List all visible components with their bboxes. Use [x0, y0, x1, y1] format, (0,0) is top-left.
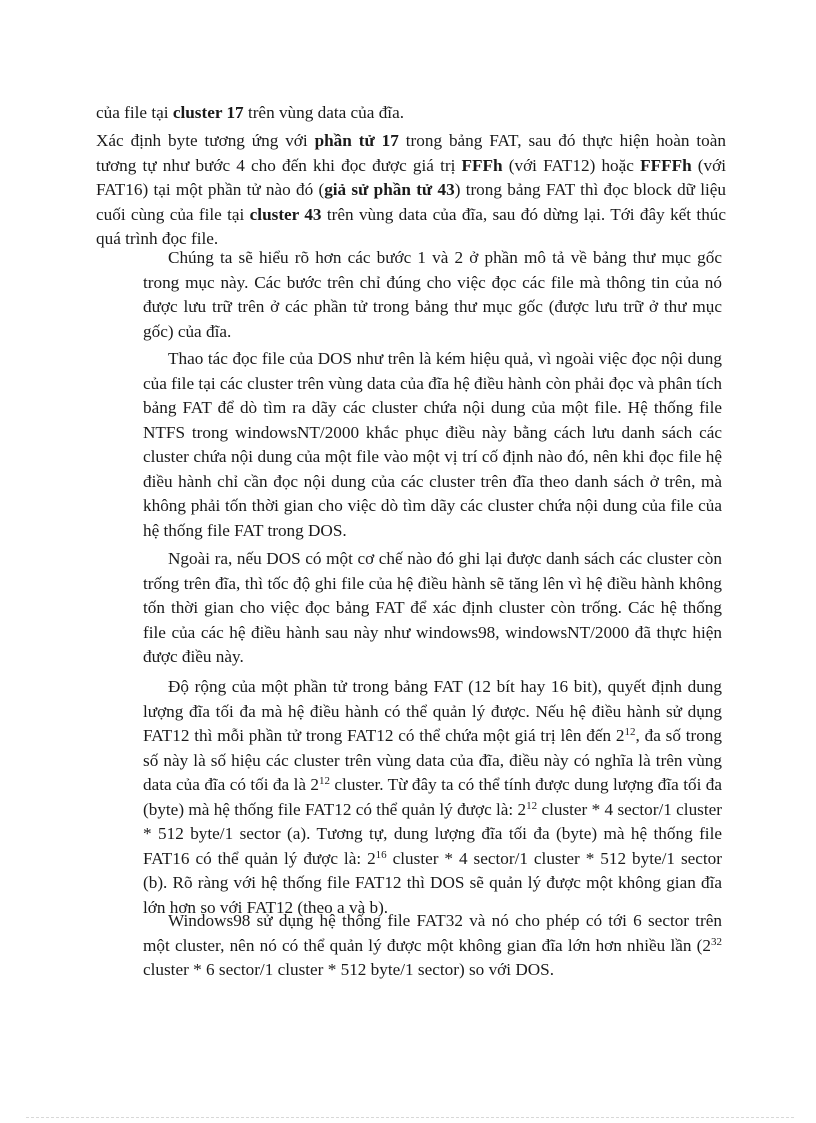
superscript: 12 — [319, 775, 330, 787]
paragraph-2 — [96, 129, 726, 252]
text-run: Độ rộng của một phần tử trong bảng FAT (12 bít hay 16 bit), quyết định dung lượng đĩa tối đa mà hệ điều hành có thể quản lý được. Nếu hệ điều hành sử dụng FAT12 thì mỗi phần tử trong FAT12 có thể chứa một giá trị lên đến 2 — [143, 677, 722, 745]
superscript: 32 — [711, 935, 722, 948]
text-run: ) trong bảng FAT thì đọc block dữ liệu cuối cùng của file tại — [96, 180, 727, 224]
paragraph-1 — [96, 101, 726, 126]
superscript: 12 — [624, 726, 636, 738]
superscript: 16 — [375, 848, 387, 861]
text-run: trên vùng data của đĩa. — [243, 103, 404, 122]
paragraph-6 — [143, 675, 722, 920]
paragraph-3: Chúng ta sẽ hiểu rõ hơn các bước 1 và 2 ở phần mô tả về bảng thư mục gốc trong mục này. Các bước trên chỉ đúng cho việc đọc các file mà thông tin của nó được lưu trữ trên ở các phần tử trong bảng thư mục gốc (được lưu trữ ở thư mục gốc) của đĩa. — [143, 248, 722, 341]
text-run: cluster * 4 sector/1 cluster * 512 byte/1 sector (a). Tương tự, dung lượng đĩa tối đa (byte) mà hệ thống file FAT16 có thể quản lý được là: 2 — [143, 799, 722, 868]
bold-run: FFFFh — [640, 155, 692, 175]
paragraph-7 — [143, 909, 722, 983]
text-run: (với FAT12) hoặc — [502, 155, 641, 175]
text-run: cluster. Từ đây ta có thể tính được dung lượng đĩa tối đa (byte) mà hệ thống file FAT12 có thể quản lý được là: 2 — [143, 775, 723, 819]
page-bottom-divider — [26, 1117, 794, 1118]
text-run: Windows98 sử dụng hệ thống file FAT32 và nó cho phép có tới 6 sector trên một cluster, nên nó có thể quản lý được một không gian đĩa lớn hơn nhiều lần (2 — [143, 911, 722, 955]
text-run: (với FAT16) tại một phần tử nào đó ( — [96, 155, 726, 199]
text-run: của file tại — [96, 103, 173, 122]
text-run: cluster * 6 sector/1 cluster * 512 byte/1 sector) so với DOS. — [143, 960, 555, 979]
text-run: trên vùng data của đĩa, sau đó dừng lại. Tới đây kết thúc quá trình đọc file. — [96, 204, 727, 248]
bold-run: phần tử 17 — [314, 131, 399, 150]
text-run: trong bảng FAT, sau đó thực hiện hoàn toàn tương tự như bước 4 cho đến khi đọc được giá trị — [96, 131, 726, 175]
paragraph-5: Ngoài ra, nếu DOS có một cơ chế nào đó ghi lại được danh sách các cluster còn trống trên đĩa, thì tốc độ ghi file của hệ điều hành sẽ tăng lên vì hệ điều hành không tốn thời gian cho việc đọc bảng FAT để xác định cluster còn trống. Các hệ thống file của các hệ điều hành sau này như windows98, windowsNT/2000 đã thực hiện được điều này. — [143, 549, 722, 666]
bold-run: giả sử phần tử 43 — [324, 180, 455, 199]
superscript: 12 — [526, 799, 538, 812]
paragraph-4: Thao tác đọc file của DOS như trên là kém hiệu quả, vì ngoài việc đọc nội dung của file tại các cluster trên vùng data của đĩa hệ điều hành còn phải đọc và phân tích bảng FAT để dò tìm ra dãy các cluster chứa nội dung của một file. Hệ thống file NTFS trong windowsNT/2000 khắc phục điều này bằng cách lưu danh sách các cluster chứa nội dung của một file vào một vị trí cố định nào đó, nên khi đọc file hệ điều hành chỉ cần đọc nội dung của các cluster trên đĩa theo danh sách ở trên, mà không phải tốn thời gian cho việc dò tìm dãy các cluster chứa nội dung của file của hệ thống file FAT trong DOS. — [143, 349, 722, 540]
text-run: Xác định byte tương ứng với — [96, 131, 315, 150]
bold-run: cluster 17 — [172, 103, 244, 122]
text-run: cluster * 4 sector/1 cluster * 512 byte/1 sector (b). Rõ ràng với hệ thống file FAT12 thì DOS sẽ quản lý được một không gian đĩa lớn hơn so với FAT12 (theo a và b). — [143, 848, 722, 917]
bold-run: cluster 43 — [249, 204, 322, 224]
text-run: , đa số trong số này là số hiệu các cluster trên vùng data của đĩa, điều này có nghĩa là trên vùng data của đĩa có tối đa là 2 — [143, 726, 722, 794]
bold-run: FFFh — [461, 155, 503, 175]
